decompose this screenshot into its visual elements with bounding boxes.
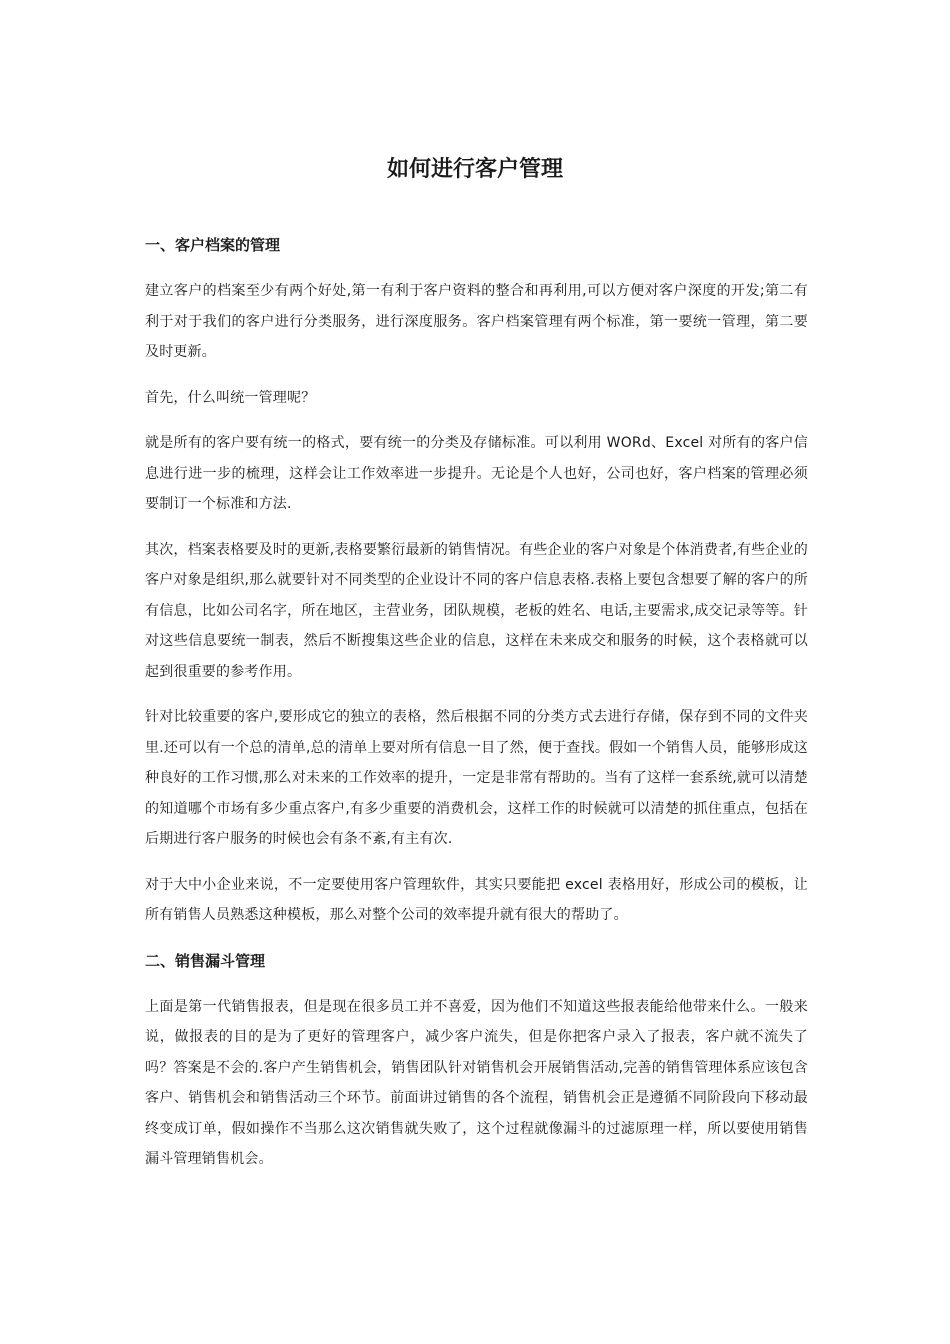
paragraph: 建立客户的档案至少有两个好处,第一有利于客户资料的整合和再利用,可以方便对客户深度的开发;第二有利于对于我们的客户进行分类服务，进行深度服务。客户档案管理有两个标准，第一要统一管理，第二要及时更新。	[145, 283, 808, 360]
paragraph: 其次，档案表格要及时的更新,表格要繁衍最新的销售情况。有些企业的客户对象是个体消费者,有些企业的客户对象是组织,那么就要针对不同类型的企业设计不同的客户信息表格.表格上要包含想要了解的客户的所有信息，比如公司名字，所在地区，主营业务，团队规模，老板的姓名、电话,主要需求,成交记录等等。针对这些信息要统一制表，然后不断搜集这些企业的信息，这样在未来成交和服务的时候，这个表格就可以起到很重要的参考作用。	[145, 541, 808, 680]
paragraph: 上面是第一代销售报表，但是现在很多员工并不喜爱，因为他们不知道这些报表能给他带来什么。一般来说，做报表的目的是为了更好的管理客户，减少客户流失，但是你把客户录入了报表，客户就不流失了吗？答案是不会的.客户产生销售机会，销售团队针对销售机会开展销售活动,完善的销售管理体系应该包含客户、销售机会和销售活动三个环节。前面讲过销售的各个流程，销售机会正是遵循不同阶段向下移动最终变成订单，假如操作不当那么这次销售就失败了，这个过程就像漏斗的过滤原理一样，所以要使用销售漏斗管理销售机会。	[145, 998, 808, 1167]
paragraph: 首先，什么叫统一管理呢？	[145, 389, 316, 406]
paragraph: 针对比较重要的客户,要形成它的独立的表格，然后根据不同的分类方式去进行存储，保存到不同的文件夹里.还可以有一个总的清单,总的清单上要对所有信息一目了然，便于查找。假如一个销售人员，能够形成这种良好的工作习惯,那么对未来的工作效率的提升，一定是非常有帮助的。当有了这样一套系统,就可以清楚的知道哪个市场有多少重点客户,有多少重要的消费机会，这样工作的时候就可以清楚的抓住重点，包括在后期进行客户服务的时候也会有条不紊,有主有次.	[145, 709, 808, 847]
section-customer-archive	[145, 230, 808, 931]
section-sales-funnel	[145, 946, 808, 1175]
document-title: 如何进行客户管理	[386, 157, 563, 182]
section-heading: 二、销售漏斗管理	[145, 951, 266, 970]
section-heading: 一、客户档案的管理	[145, 236, 281, 254]
paragraph: 对于大中小企业来说，不一定要使用客户管理软件，其实只要能把 excel 表格用好，形成公司的模板，让所有销售人员熟悉这种模板，那么对整个公司的效率提升就有很大的帮助了。	[145, 876, 808, 923]
document-body	[145, 230, 808, 1190]
paragraph: 就是所有的客户要有统一的格式，要有统一的分类及存储标准。可以利用 WORd、Excel 对所有的客户信息进行进一步的梳理，这样会让工作效率进一步提升。无论是个人也好，公司也好，客户档案的管理必须要制订一个标准和方法.	[145, 435, 808, 512]
